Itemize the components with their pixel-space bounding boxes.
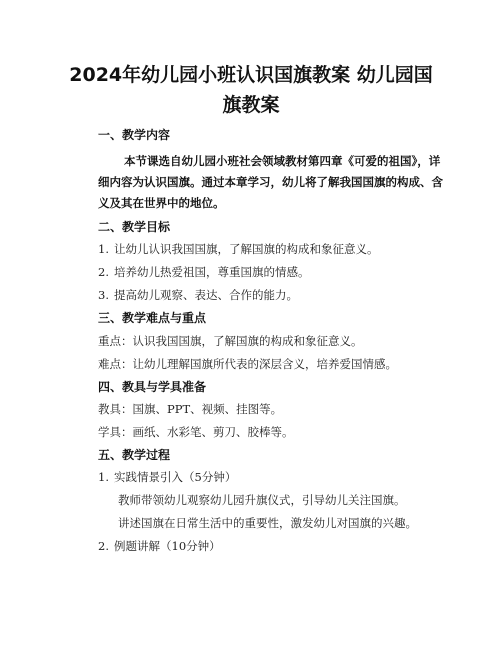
goal-text: 让幼儿认识我国国旗，了解国旗的构成和象征意义。 xyxy=(114,242,379,256)
content-paragraph-line-1: 本节课选自幼儿园小班社会领域教材第四章《可爱的祖国》，详 xyxy=(124,154,441,168)
step-number: 1. xyxy=(98,470,109,484)
goal-number: 2. xyxy=(98,265,109,279)
learning-aids-line: 学具：画纸、水彩笔、剪刀、胶棒等。 xyxy=(98,425,294,439)
section-heading-goals: 二、教学目标 xyxy=(98,220,171,234)
difficulty-line: 难点：让幼儿理解国旗所代表的深层含义，培养爱国情感。 xyxy=(98,357,397,371)
document-title-line-1: 2024年幼儿园小班认识国旗教案 幼儿园国 xyxy=(69,64,433,86)
goal-number: 3. xyxy=(98,288,109,302)
goal-item xyxy=(98,287,298,303)
content-paragraph-line-3: 义及其在世界中的地位。 xyxy=(98,196,225,210)
process-step xyxy=(98,538,221,554)
step-detail-line: 讲述国旗在日常生活中的重要性，激发幼儿对国旗的兴趣。 xyxy=(118,516,417,530)
teaching-aids-line: 教具：国旗、PPT、视频、挂图等。 xyxy=(98,402,283,416)
goal-number: 1. xyxy=(98,242,109,256)
goal-text: 提高幼儿观察、表达、合作的能力。 xyxy=(114,288,298,302)
section-heading-materials: 四、教具与学具准备 xyxy=(98,380,207,394)
content-paragraph-line-2: 细内容为认识国旗。通过本章学习，幼儿将了解我国国旗的构成、含 xyxy=(98,175,443,189)
key-point-line: 重点：认识我国国旗，了解国旗的构成和象征意义。 xyxy=(98,334,363,348)
section-heading-content: 一、教学内容 xyxy=(98,128,171,142)
step-detail-line: 教师带领幼儿观察幼儿园升旗仪式，引导幼儿关注国旗。 xyxy=(118,493,406,507)
goal-item xyxy=(98,241,379,257)
step-number: 2. xyxy=(98,539,109,553)
section-heading-process: 五、教学过程 xyxy=(98,448,171,462)
goal-item xyxy=(98,264,310,280)
section-heading-key-points: 三、教学难点与重点 xyxy=(98,311,207,325)
process-step xyxy=(98,469,236,485)
goal-text: 培养幼儿热爱祖国，尊重国旗的情感。 xyxy=(114,265,310,279)
document-title-line-2: 旗教案 xyxy=(222,94,280,116)
step-text: 例题讲解（10分钟） xyxy=(114,539,221,553)
step-text: 实践情景引入（5分钟） xyxy=(114,470,237,484)
